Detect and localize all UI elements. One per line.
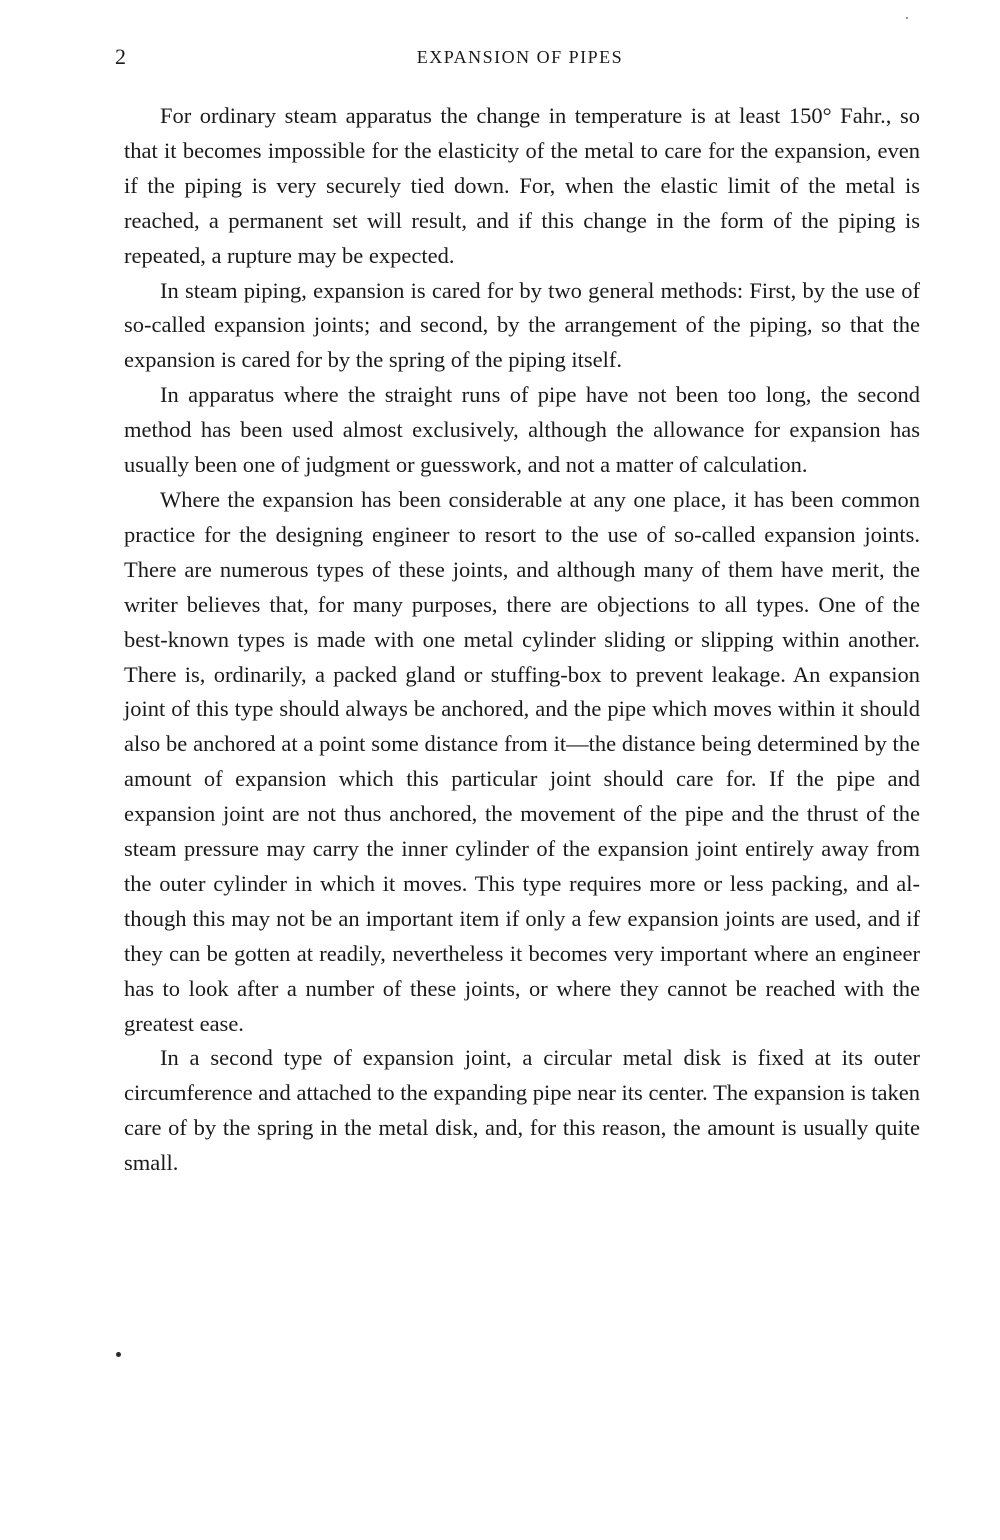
page-number: 2	[115, 44, 126, 69]
ink-dot	[116, 1352, 121, 1357]
running-head	[115, 44, 925, 72]
paragraph-3: In apparatus where the straight runs of pipe have not been too long, the second method has been used almost exclusively, although the allowance for expansion has usually been one of judgment or guesswork, and not a matter of calculation.	[124, 382, 920, 478]
scan-speck	[906, 17, 908, 19]
paragraph-5: In a second type of expansion joint, a circular metal disk is fixed at its outer circumference and attached to the expanding pipe near its center. The expansion is taken care of by the spring in the metal disk, and, for this reason, the amount is usually quite small.	[124, 1045, 920, 1176]
paragraph-1: For ordinary steam apparatus the change in temperature is at least 150° Fahr., so that it becomes impossible for the elasticity of the metal to care for the expansion, even if the piping is very securely tied down. For, when the elastic limit of the metal is reached, a permanent set will result, and if this change in the form of the piping is repeated, a rupture may be expected.	[124, 103, 920, 268]
body-text	[124, 99, 920, 1181]
paragraph-4: Where the expansion has been considerable at any one place, it has been common practice for the designing engineer to resort to the use of so-called expansion joints. There are numerous types of these joints, and although many of them have merit, the writer believes that, for many purposes, there are objections to all types. One of the best-known types is made with one metal cylinder sliding or slipping within another. There is, ordinarily, a packed gland or stuffing-box to prevent leakage. An expansion joint of this type should always be anchored, and the pipe which moves within it should also be anchored at a point some distance from it—the distance being determined by the amount of expansion which this particular joint should care for. If the pipe and expansion joint are not thus anchored, the movement of the pipe and the thrust of the steam pressure may carry the inner cylinder of the expansion joint entirely away from the outer cylinder in which it moves. This type requires more or less packing, and although this may not be an important item if only a few expansion joints are used, and if they can be gotten at readily, nevertheless it becomes very important where an engineer has to look after a number of these joints, or where they cannot be reached with the greatest ease.	[124, 486, 920, 1036]
paragraph-2: In steam piping, expansion is cared for by two general methods: First, by the use of so-called expansion joints; and second, by the arrangement of the piping, so that the expansion is cared for by the spring of the piping itself.	[124, 277, 920, 373]
running-title: EXPANSION OF PIPES	[416, 47, 624, 67]
